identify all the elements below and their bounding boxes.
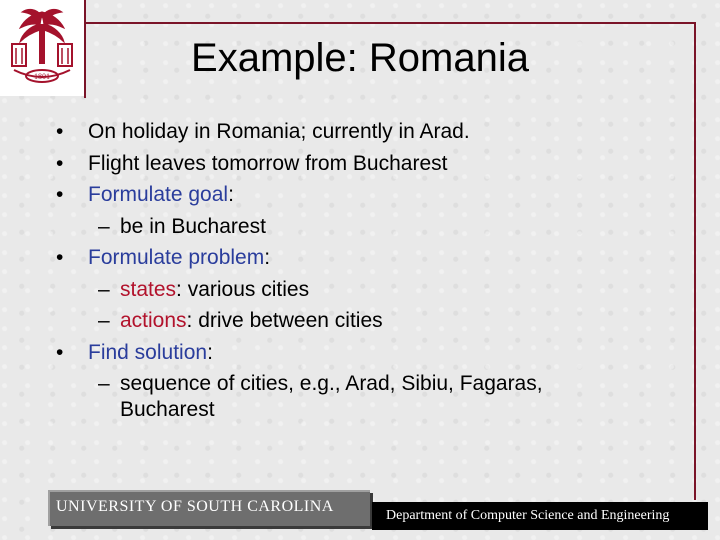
university-logo [0,0,84,96]
university-banner [48,490,370,526]
sub-item [56,211,676,243]
states-keyword: states [120,277,177,301]
frame-left-border [84,0,86,98]
problem-keyword: Formulate problem [88,246,265,269]
palmetto-seal-icon [2,4,82,92]
bullet-text: On holiday in Romania; currently in Arad. [88,120,470,143]
sub-item-text: be in Bucharest [120,214,266,238]
bullet-text: : [228,183,234,206]
dash-marker: – [98,372,110,395]
bullet-item [56,179,676,211]
department-name: Department of Computer Science and Engineering [386,508,670,523]
dash-marker: – [98,309,110,332]
bullet-marker: • [56,120,64,143]
frame-top-border [84,22,696,24]
bullet-marker: • [56,340,64,364]
sub-item [56,305,676,337]
goal-keyword: Formulate goal [88,183,229,206]
actions-keyword: actions [120,309,187,332]
sub-item-text: : drive between cities [186,309,383,332]
slide-title: Example: Romania [191,36,529,80]
bullet-text: Flight leaves tomorrow from Bucharest [88,151,448,175]
bullet-text: : [207,340,213,364]
sub-item-text: Bucharest [120,398,215,421]
sub-item-text: sequence of cities, e.g., Arad, Sibiu, Fagaras, [120,372,543,395]
university-name: UNIVERSITY OF SOUTH CAROLINA [56,498,334,515]
sub-item [56,274,676,306]
bullet-item [56,337,676,369]
bullet-marker: • [56,183,64,206]
bullet-list [56,116,676,426]
bullet-item [56,242,676,274]
sub-item [56,368,676,394]
bullet-text: : [264,246,271,269]
bullet-marker: • [56,246,64,269]
bullet-item [56,116,676,148]
bullet-item [56,148,676,180]
department-banner [372,502,708,530]
frame-right-border [694,22,696,500]
bullet-marker: • [56,151,64,175]
sub-item-continuation [56,394,676,426]
logo-year: 1801 [34,72,50,81]
solution-keyword: Find solution [88,340,208,364]
dash-marker: – [98,214,110,238]
sub-item-text: : various cities [176,277,310,301]
dash-marker: – [98,277,110,301]
